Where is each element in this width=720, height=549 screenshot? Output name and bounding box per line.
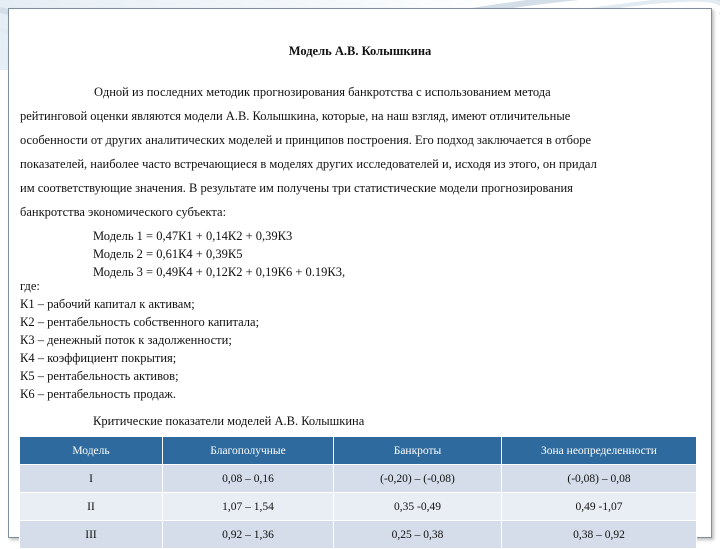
where-label: где: xyxy=(20,279,40,293)
definition-k5: К5 – рентабельность активов; xyxy=(20,369,179,383)
column-header-uncertainty: Зона неопределенности xyxy=(502,437,697,465)
table-cell: I xyxy=(20,465,163,493)
table-cell: (-0,08) – 0,08 xyxy=(502,465,697,493)
table-cell: 0,25 – 0,38 xyxy=(334,521,502,549)
table-cell: (-0,20) – (-0,08) xyxy=(334,465,502,493)
table-cell: III xyxy=(20,521,163,549)
paragraph-line: банкротства экономического субъекта: xyxy=(20,205,227,219)
table-cell: 1,07 – 1,54 xyxy=(163,493,334,521)
definition-k1: К1 – рабочий капитал к активам; xyxy=(20,297,195,311)
table-cell: II xyxy=(20,493,163,521)
model-formulas xyxy=(93,227,345,281)
critical-values-table xyxy=(19,436,697,549)
definition-k2: К2 – рентабельность собственного капитала; xyxy=(20,315,260,329)
intro-paragraph xyxy=(20,80,700,224)
paragraph-line: показателей, наиболее часто встречающиеся в моделях других исследователей и, исходя из этого, он придал xyxy=(20,157,597,171)
definition-k4: К4 – коэффициент покрытия; xyxy=(20,351,177,365)
formula-model-1: Модель 1 = 0,47К1 + 0,14К2 + 0,39К3 xyxy=(93,229,293,243)
definition-k3: К3 – денежный поток к задолженности; xyxy=(20,333,232,347)
column-header-bankrupt: Банкроты xyxy=(334,437,502,465)
formula-model-2: Модель 2 = 0,61К4 + 0,39К5 xyxy=(93,247,243,261)
table-row xyxy=(20,465,697,493)
column-header-healthy: Благополучные xyxy=(163,437,334,465)
table-row xyxy=(20,493,697,521)
paragraph-line: рейтинговой оценки являются модели А.В. Колышкина, которые, на наш взгляд, имеют отличительные xyxy=(20,109,571,123)
table-cell: 0,08 – 0,16 xyxy=(163,465,334,493)
variable-definitions xyxy=(20,277,259,403)
definition-k6: К6 – рентабельность продаж. xyxy=(20,387,177,401)
table-header-row xyxy=(20,437,697,465)
paragraph-line: им соответствующие значения. В результате им получены три статистические модели прогнозирования xyxy=(20,181,573,195)
table-row xyxy=(20,521,697,549)
paragraph-line: особенности от других аналитических моделей и принципов построения. Его подход заключается в отборе xyxy=(20,133,591,147)
table-cell: 0,49 -1,07 xyxy=(502,493,697,521)
page-title: Модель А.В. Колышкина xyxy=(288,44,432,58)
table-caption: Критические показатели моделей А.В. Колышкина xyxy=(93,414,365,428)
table-cell: 0,92 – 1,36 xyxy=(163,521,334,549)
table-cell: 0,38 – 0,92 xyxy=(502,521,697,549)
formula-model-3: Модель 3 = 0,49К4 + 0,12К2 + 0,19К6 + 0.19К3, xyxy=(93,265,346,279)
paragraph-line: Одной из последних методик прогнозирования банкротства с использованием метода xyxy=(94,85,551,99)
table-cell: 0,35 -0,49 xyxy=(334,493,502,521)
column-header-model: Модель xyxy=(20,437,163,465)
